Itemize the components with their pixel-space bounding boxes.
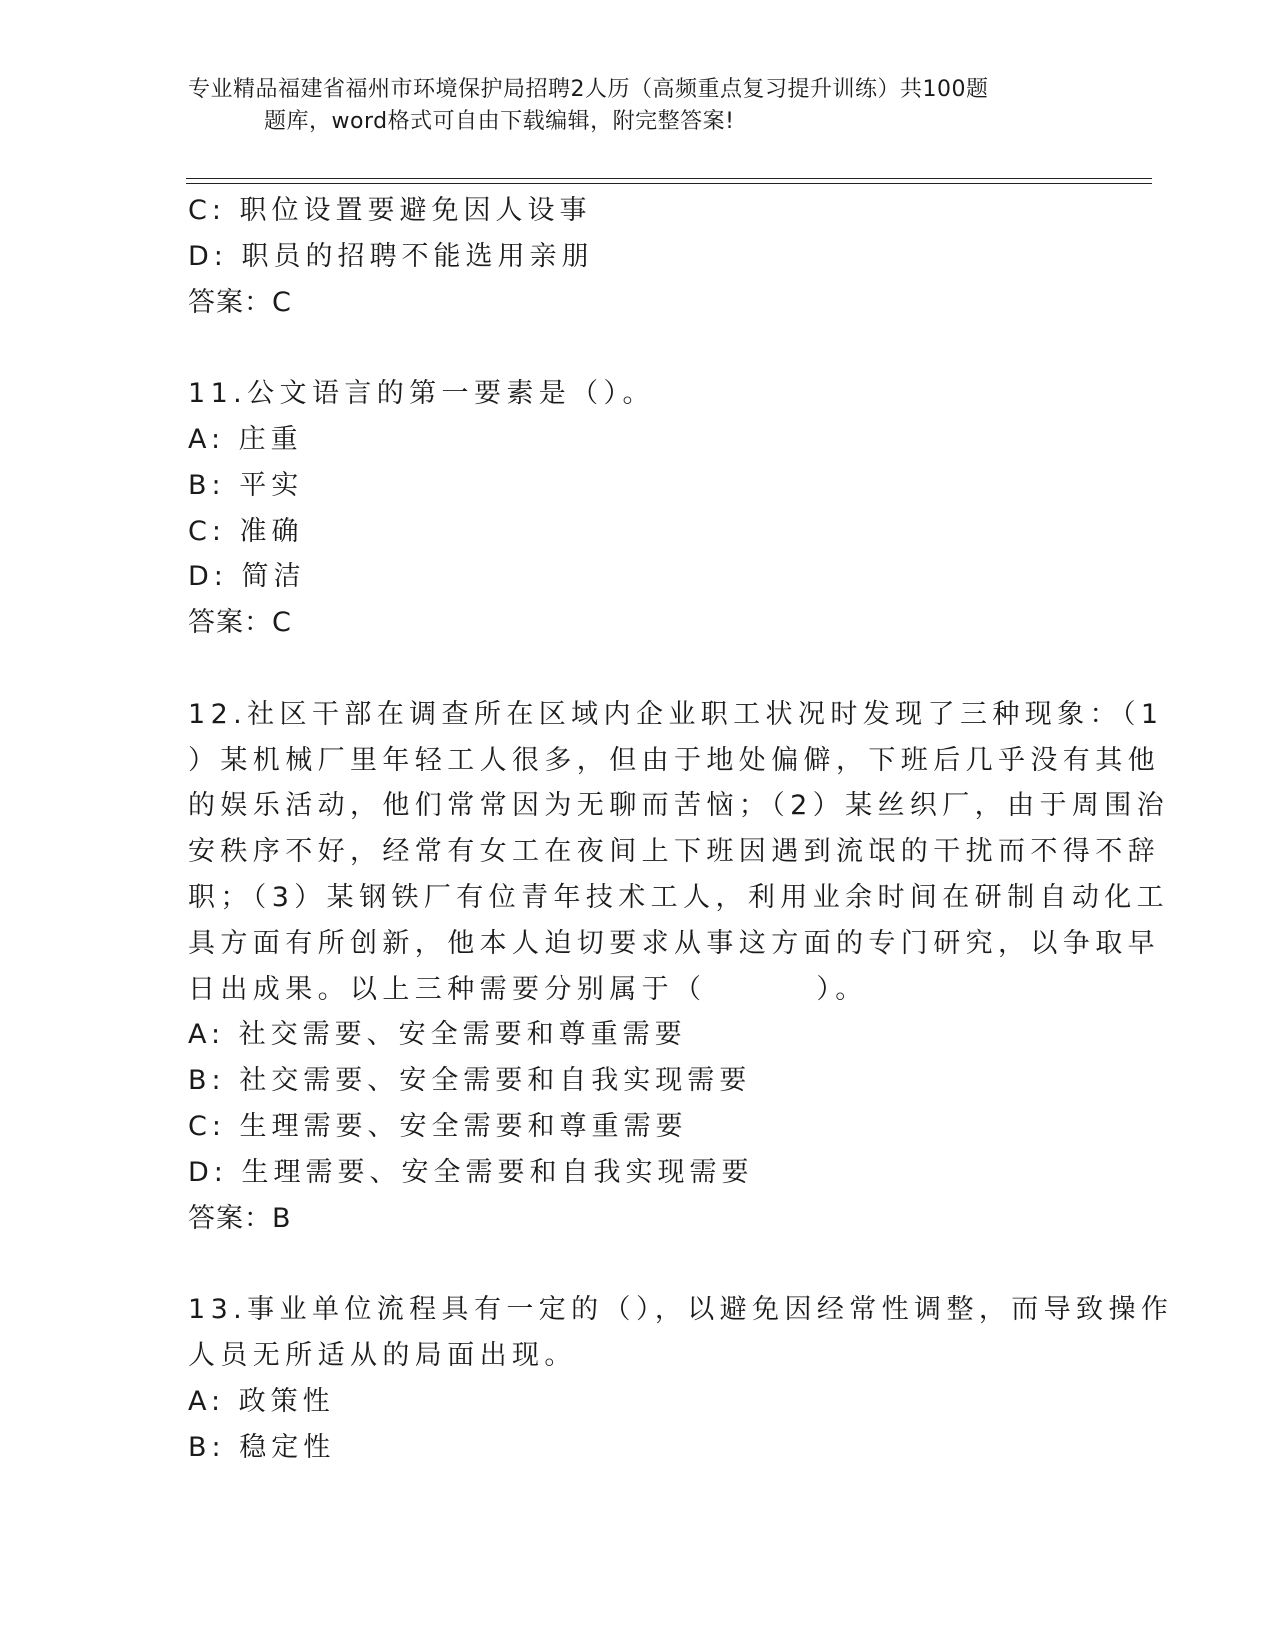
answer-line: 答案：C xyxy=(188,286,292,318)
question-stem-line: 具方面有所创新，他本人迫切要求从事这方面的专门研究，以争取早 xyxy=(188,927,1160,959)
question-stem-line: 12.社区干部在调查所在区域内企业职工状况时发现了三种现象：（1 xyxy=(188,698,1164,730)
option-d: D: 职员的招聘不能选用亲朋 xyxy=(188,240,594,272)
question-stem-line: 安秩序不好，经常有女工在夜间上下班因遇到流氓的干扰而不得不辞 xyxy=(188,836,1160,868)
option-a: A: 庄重 xyxy=(188,423,303,455)
option-a: A: 政策性 xyxy=(188,1385,335,1417)
header-rule-top xyxy=(186,178,1152,179)
question-stem-line: 13.事业单位流程具有一定的（），以避免因经常性调整，而导致操作 xyxy=(188,1294,1174,1326)
option-c: C: 职位设置要避免因人设事 xyxy=(188,195,592,226)
header-title-line-1: 专业精品福建省福州市环境保护局招聘2人历（高频重点复习提升训练）共100题 xyxy=(188,77,989,102)
header-title-line-2: 题库，word格式可自由下载编辑，附完整答案! xyxy=(264,109,735,134)
option-b: B: 平实 xyxy=(188,469,304,501)
spacer xyxy=(188,1241,1088,1287)
answer-line: 答案：B xyxy=(188,1202,292,1234)
option-d: D: 简洁 xyxy=(188,561,306,593)
document-header xyxy=(188,74,1088,138)
option-c: C: 生理需要、安全需要和尊重需要 xyxy=(188,1110,688,1142)
question-block-12 xyxy=(188,692,1170,1242)
header-rule-bottom xyxy=(186,183,1152,184)
question-stem-last-line xyxy=(188,967,1088,1013)
spacer xyxy=(188,646,1088,692)
option-b: B: 社交需要、安全需要和自我实现需要 xyxy=(188,1065,752,1097)
question-stem-line: 职；（3）某钢铁厂有位青年技术工人，利用业余时间在研制自动化工 xyxy=(188,881,1170,913)
option-a: A: 社交需要、安全需要和尊重需要 xyxy=(188,1019,687,1051)
question-block-prev xyxy=(188,188,1088,325)
option-d: D: 生理需要、安全需要和自我实现需要 xyxy=(188,1156,754,1188)
option-c: C: 准确 xyxy=(188,515,304,547)
document-body xyxy=(188,188,1174,1470)
question-stem: 11.公文语言的第一要素是（）。 xyxy=(188,378,655,410)
answer-line: 答案：C xyxy=(188,607,292,639)
question-stem-text: ）。 xyxy=(816,973,868,1005)
question-block-11 xyxy=(188,371,1088,646)
question-stem-line: 的娱乐活动，他们常常因为无聊而苦恼；（2）某丝织厂，由于周围治 xyxy=(188,790,1170,822)
spacer xyxy=(188,325,1088,371)
option-b: B: 稳定性 xyxy=(188,1431,336,1463)
question-block-13 xyxy=(188,1287,1174,1470)
question-stem-line: ）某机械厂里年轻工人很多，但由于地处偏僻，下班后几乎没有其他 xyxy=(188,744,1160,776)
question-stem-text: 日出成果。以上三种需要分别属于（ xyxy=(188,973,707,1005)
question-stem-line: 人员无所适从的局面出现。 xyxy=(188,1339,577,1371)
